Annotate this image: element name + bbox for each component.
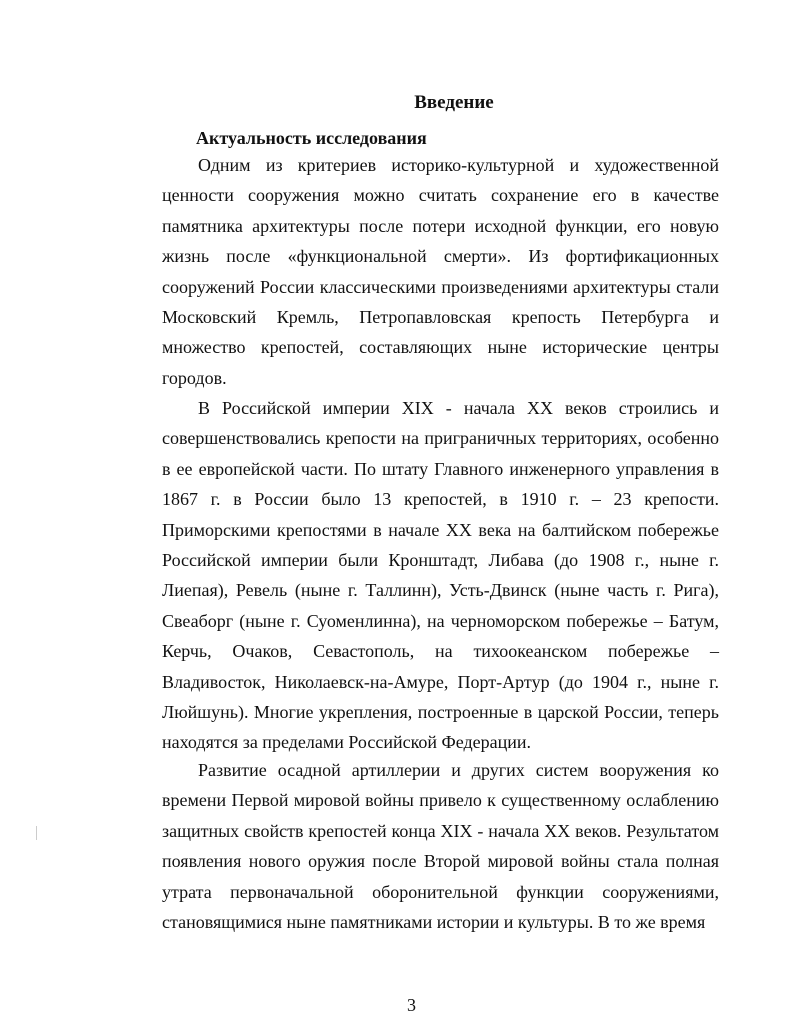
page-title: Введение <box>414 92 494 113</box>
paragraph: Развитие осадной артиллерии и других систем вооружения ко времени Первой мировой войны привело к существенному ослаблению защитных свойств крепостей конца XIX - начала XX веков. Результатом появления нового оружия после Второй мировой войны стала полная утрата первоначальной оборонительной функции сооружениями, становящимися ныне памятниками истории и культуры. В то же время <box>162 760 719 933</box>
paragraph-3-block <box>162 755 719 937</box>
paragraph: Одним из критериев историко-культурной и художественной ценности сооружения можно считать сохранение его в качестве памятника архитектуры после потери исходной функции, его новую жизнь после «функциональной смерти». Из фортификационных сооружений России классическими произведениями архитектуры стали Московский Кремль, Петропавловская крепость Петербурга и множество крепостей, составляющих ныне исторические центры городов. <box>162 155 719 388</box>
paragraph: В Российской империи XIX - начала XX веков строились и совершенствовались крепости на приграничных территориях, особенно в ее европейской части. По штату Главного инженерного управления в 1867 г. в России было 13 крепостей, в 1910 г. – 23 крепости. Приморскими крепостями в начале XX века на балтийском побережье Российской империи были Кронштадт, Либава (до 1908 г., ныне г. Лиепая), Ревель (ныне г. Таллинн), Усть-Двинск (ныне часть г. Рига), Свеаборг (ныне г. Суоменлинна), на черноморском побережье – Батум, Керчь, Очаков, Севастополь, на тихоокеанском побережье – Владивосток, Николаевск-на-Амуре, Порт-Артур (до 1904 г., ныне г. Люйшунь). Многие укрепления, построенные в царской России, теперь находятся за пределами Российской Федерации. <box>162 398 719 753</box>
margin-mark <box>36 826 37 840</box>
page-number: 3 <box>407 995 416 1015</box>
section-heading: Актуальность исследования <box>196 128 427 148</box>
paragraph-2-block <box>162 393 719 758</box>
paragraph-1-block <box>162 150 719 393</box>
